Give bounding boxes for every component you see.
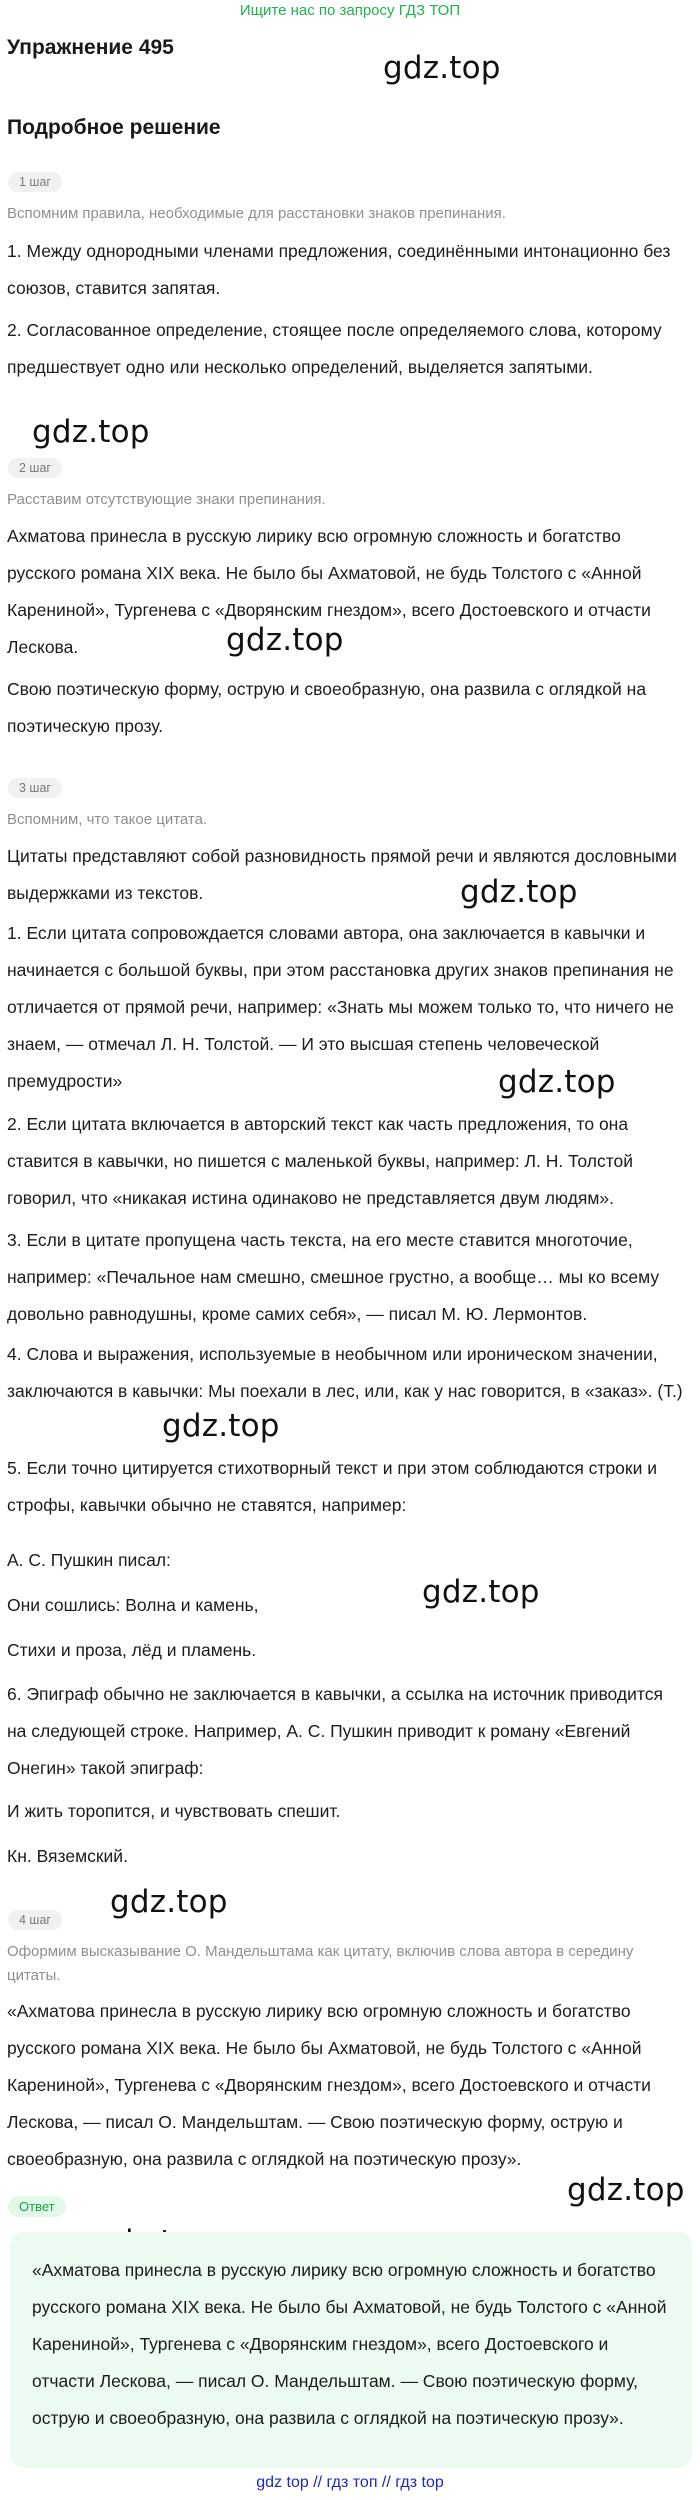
text-paragraph: А. С. Пушкин писал: (7, 1550, 171, 1570)
step-hint: Оформим высказывание О. Мандельштама как цитату, включив слова автора в середину цитаты. (7, 1943, 634, 1984)
exercise-title: Упражнение 495 (7, 36, 174, 59)
step-hint: Вспомним, что такое цитата. (7, 811, 208, 828)
rule-paragraph: 3. Если в цитате пропущена часть текста, на его месте ставится многоточие, например: «Печальное нам смешно, смешное грустно, а вообще… мы ко всему довольно равнодушны, кроме самих себя», — писал М. Ю. Лермонтов. (7, 1230, 660, 1324)
search-banner: Ищите нас по запросу ГДЗ ТОП (239, 2, 461, 19)
footer-links[interactable]: gdz top // гдз топ // гдз top (256, 2474, 444, 2491)
text-paragraph: Ахматова принесла в русскую лирику всю огромную сложность и богатство русского романа XIX века. Не было бы Ахматовой, не будь Толстого с «Анной Карениной», Тургенева с «Дворянским гнездом», всего Достоевского и отчасти Лескова. (7, 526, 651, 657)
step-badge: 1 шаг (8, 172, 62, 192)
verse-line: Стихи и проза, лёд и пламень. (7, 1640, 257, 1660)
section-heading: Подробное решение (7, 116, 221, 139)
step-hint: Вспомним правила, необходимые для расстановки знаков препинания. (7, 205, 506, 222)
rule-paragraph: 1. Если цитата сопровождается словами автора, она заключается в кавычки и начинается с большой буквы, при этом расстановка других знаков препинания не отличается от прямой речи, например: «Знать мы можем только то, что ничего не знаем, — отмечал Л. Н. Толстой. — И это высшая степень человеческой премудрости» (7, 923, 674, 1091)
epigraph-line: И жить торопится, и чувствовать спешит. (7, 1801, 341, 1821)
rule-paragraph: 5. Если точно цитируется стихотворный текст и при этом соблюдаются строки и строфы, кавычки обычно не ставятся, например: (7, 1458, 657, 1515)
step-badge: 4 шаг (8, 1910, 62, 1930)
step-hint: Расставим отсутствующие знаки препинания. (7, 491, 326, 508)
watermark: gdz.top (422, 1574, 540, 1610)
rule-paragraph: 6. Эпиграф обычно не заключается в кавычки, а ссылка на источник приводится на следующей строке. Например, А. С. Пушкин приводит к роману «Евгений Онегин» такой эпиграф: (7, 1684, 663, 1778)
text-paragraph: Цитаты представляют собой разновидность прямой речи и являются дословными выдержками из текстов. (7, 846, 677, 903)
step-badge: 2 шаг (8, 458, 62, 478)
watermark: gdz.top (226, 622, 344, 658)
watermark: gdz.top (498, 1064, 616, 1100)
step-badge: 3 шаг (8, 778, 62, 798)
watermark: gdz.top (460, 874, 578, 910)
watermark: gdz.top (162, 1408, 280, 1444)
rule-paragraph: 4. Слова и выражения, используемые в необычном или ироническом значении, заключаются в кавычки: Мы поехали в лес, или, как у нас говорится, в «заказ». (Т.) (7, 1344, 683, 1401)
watermark: gdz.top (32, 414, 150, 450)
rule-paragraph: 1. Между однородными членами предложения, соединёнными интонационно без союзов, ставится запятая. (7, 241, 671, 298)
quote-paragraph: «Ахматова принесла в русскую лирику всю огромную сложность и богатство русского романа XIX века. Не было бы Ахматовой, не будь Толстого с «Анной Карениной», Тургенева с «Дворянским гнездом», всего Достоевского и отчасти Лескова, — писал О. Мандельштам. — Свою поэтическую форму, острую и своеобразную, она развила с оглядкой на поэтическую прозу». (7, 2001, 651, 2169)
watermark: gdz.top (383, 50, 501, 86)
rule-paragraph: 2. Согласованное определение, стоящее после определяемого слова, которому предшествует одно или несколько определений, выделяется запятыми. (7, 320, 662, 377)
watermark: gdz.top (110, 1884, 228, 1920)
text-paragraph: Свою поэтическую форму, острую и своеобразную, она развила с оглядкой на поэтическую прозу. (7, 679, 647, 736)
verse-line: Они сошлись: Волна и камень, (7, 1595, 259, 1615)
answer-badge: Ответ (8, 2196, 66, 2217)
epigraph-author: Кн. Вяземский. (7, 1846, 128, 1866)
answer-text: «Ахматова принесла в русскую лирику всю огромную сложность и богатство русского романа XIX века. Не было бы Ахматовой, не будь Толстого с «Анной Карениной», Тургенева с «Дворянским гнездом», всего Достоевского и отчасти Лескова, — писал О. Мандельштам. — Свою поэтическую форму, острую и своеобразную, она развила с оглядкой на поэтическую прозу». (32, 2260, 667, 2428)
watermark: gdz.top (567, 2172, 685, 2208)
rule-paragraph: 2. Если цитата включается в авторский текст как часть предложения, то она ставится в кавычки, но пишется с маленькой буквы, например: Л. Н. Толстой говорил, что «никакая истина одинаково не представляется двум людям». (7, 1114, 634, 1208)
